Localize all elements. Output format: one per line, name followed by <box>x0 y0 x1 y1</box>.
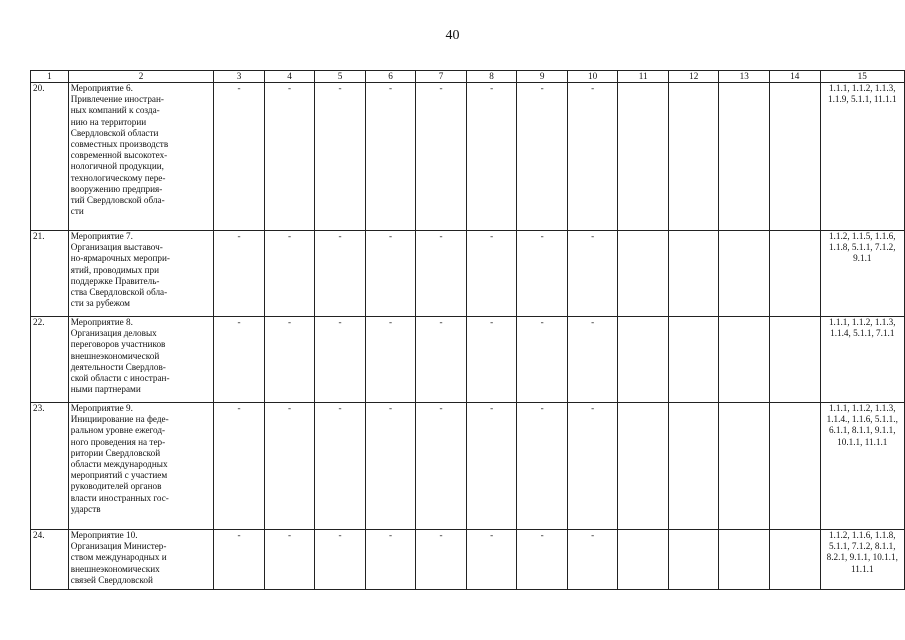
activity-name-line: Организация выставоч- <box>70 242 163 253</box>
column-header: 11 <box>618 71 669 83</box>
activity-name-line: современной высокотех- <box>70 150 168 161</box>
activity-name-line: Привлечение иностран- <box>70 94 164 105</box>
value-cell: - <box>264 317 315 403</box>
activity-name-line: технологическому пере- <box>70 172 166 183</box>
value-cell: - <box>264 83 315 231</box>
activity-name-line: связей Свердловской <box>70 574 153 585</box>
value-cell: - <box>567 83 618 231</box>
value-cell <box>668 403 719 530</box>
value-cell <box>719 83 770 231</box>
activity-name-line: внешнеэкономической <box>70 350 160 361</box>
activity-name-line: Свердловской области <box>70 127 159 138</box>
target-references: 1.1.1, 1.1.2, 1.1.3, 1.1.9, 5.1.1, 11.1.1 <box>820 83 904 231</box>
activity-name-line: ных компаний к созда- <box>70 105 160 116</box>
target-references: 1.1.1, 1.1.2, 1.1.3, 1.1.4, 5.1.1, 7.1.1 <box>820 317 904 403</box>
value-cell: - <box>315 83 366 231</box>
value-cell: - <box>416 317 467 403</box>
value-cell: - <box>517 231 568 317</box>
target-references: 1.1.2, 1.1.5, 1.1.6, 1.1.8, 5.1.1, 7.1.2, 9.1.1 <box>820 231 904 317</box>
value-cell: - <box>567 317 618 403</box>
row-number: 21. <box>31 231 69 317</box>
activity-name <box>68 231 214 317</box>
column-header: 6 <box>365 71 416 83</box>
value-cell: - <box>264 403 315 530</box>
value-cell <box>770 317 821 403</box>
value-cell <box>618 403 669 530</box>
activity-name-line: нию на территории <box>70 116 147 127</box>
value-cell <box>719 317 770 403</box>
value-cell <box>618 317 669 403</box>
value-cell <box>618 231 669 317</box>
value-cell: - <box>416 403 467 530</box>
value-cell: - <box>315 317 366 403</box>
activity-name <box>68 403 214 530</box>
row-number: 24. <box>31 530 69 590</box>
value-cell: - <box>517 403 568 530</box>
value-cell: - <box>466 317 517 403</box>
target-references: 1.1.1, 1.1.2, 1.1.3, 1.1.4., 1.1.6, 5.1.1., 6.1.1, 8.1.1, 9.1.1, 10.1.1, 11.1.1 <box>820 403 904 530</box>
activity-name <box>68 83 214 231</box>
activity-name-line: внешнеэкономических <box>70 563 160 574</box>
table-body <box>31 83 905 590</box>
column-header: 8 <box>466 71 517 83</box>
value-cell: - <box>416 530 467 590</box>
activity-name-line: Мероприятие 8. <box>70 317 133 327</box>
value-cell: - <box>264 530 315 590</box>
row-number: 23. <box>31 403 69 530</box>
activity-name-line: власти иностранных гос- <box>70 492 169 503</box>
row-number: 20. <box>31 83 69 231</box>
activity-name-line: Организация деловых <box>70 328 157 339</box>
value-cell <box>668 530 719 590</box>
column-header: 9 <box>517 71 568 83</box>
activity-name-line: переговоров участников <box>70 339 166 350</box>
value-cell: - <box>466 83 517 231</box>
activity-name-line: ской области с иностран- <box>70 373 170 384</box>
value-cell: - <box>365 403 416 530</box>
activity-name-line: совместных производств <box>70 139 169 150</box>
value-cell: - <box>214 530 265 590</box>
activity-name-line: деятельности Свердлов- <box>70 361 166 372</box>
column-header: 5 <box>315 71 366 83</box>
activity-name-line: сти за рубежом <box>70 298 130 309</box>
value-cell: - <box>466 403 517 530</box>
value-cell: - <box>466 231 517 317</box>
value-cell: - <box>214 317 265 403</box>
activity-name-line: ством международных и <box>70 552 167 563</box>
activity-name-line: ритории Свердловской <box>70 447 161 458</box>
activity-name-line: ятий, проводимых при <box>70 264 160 275</box>
column-header: 14 <box>770 71 821 83</box>
activity-name-line: сти <box>70 206 84 217</box>
value-cell: - <box>315 231 366 317</box>
activity-name-line: поддержке Правитель- <box>70 275 160 286</box>
table-row <box>31 403 905 530</box>
value-cell <box>770 231 821 317</box>
value-cell <box>770 403 821 530</box>
value-cell: - <box>214 83 265 231</box>
column-header: 1 <box>31 71 69 83</box>
activity-name-line: ства Свердловской обла- <box>70 287 168 298</box>
table-row <box>31 317 905 403</box>
activity-name-line: вооружению предприя- <box>70 183 163 194</box>
column-header: 7 <box>416 71 467 83</box>
column-header: 3 <box>214 71 265 83</box>
value-cell <box>770 83 821 231</box>
value-cell: - <box>365 231 416 317</box>
activity-name-line: ральном уровне ежегод- <box>70 425 166 436</box>
row-number: 22. <box>31 317 69 403</box>
activity-name-line: мероприятий с участием <box>70 470 168 481</box>
value-cell <box>668 83 719 231</box>
value-cell: - <box>365 530 416 590</box>
table-row <box>31 530 905 590</box>
activity-name-line: ного проведения на тер- <box>70 436 166 447</box>
activity-name-line: Мероприятие 9. <box>70 403 133 413</box>
column-header: 4 <box>264 71 315 83</box>
table-header-row <box>31 71 905 83</box>
activity-name-line: но-ярмарочных меропри- <box>70 253 170 264</box>
value-cell: - <box>567 231 618 317</box>
activity-name <box>68 530 214 590</box>
activity-name-line: Организация Министер- <box>70 541 167 552</box>
value-cell: - <box>517 530 568 590</box>
value-cell: - <box>365 83 416 231</box>
activity-name-line: руководителей органов <box>70 481 162 492</box>
value-cell: - <box>264 231 315 317</box>
value-cell: - <box>315 403 366 530</box>
page-number: 40 <box>445 28 460 43</box>
value-cell: - <box>416 231 467 317</box>
target-references: 1.1.2, 1.1.6, 1.1.8, 5.1.1, 7.1.2, 8.1.1, 8.2.1, 9.1.1, 10.1.1, 11.1.1 <box>820 530 904 590</box>
activity-name <box>68 317 214 403</box>
value-cell: - <box>315 530 366 590</box>
table-row <box>31 231 905 317</box>
activity-name-line: ными партнерами <box>70 384 141 395</box>
value-cell <box>618 530 669 590</box>
activity-name-line: тий Свердловской обла- <box>70 195 165 206</box>
value-cell: - <box>567 403 618 530</box>
activity-name-line: ударств <box>70 503 101 514</box>
value-cell <box>618 83 669 231</box>
activity-name-line: Инициирование на феде- <box>70 414 169 425</box>
value-cell <box>719 231 770 317</box>
column-header: 10 <box>567 71 618 83</box>
table-row <box>31 83 905 231</box>
activity-name-line: области международных <box>70 459 168 470</box>
value-cell: - <box>517 317 568 403</box>
activities-table <box>30 70 905 590</box>
activity-name-line: Мероприятие 10. <box>70 530 138 540</box>
column-header: 12 <box>668 71 719 83</box>
value-cell: - <box>466 530 517 590</box>
column-header: 2 <box>68 71 214 83</box>
column-header: 13 <box>719 71 770 83</box>
value-cell: - <box>214 231 265 317</box>
value-cell <box>770 530 821 590</box>
value-cell: - <box>517 83 568 231</box>
activity-name-line: Мероприятие 7. <box>70 231 133 241</box>
value-cell <box>719 530 770 590</box>
activity-name-line: нологичной продукции, <box>70 161 164 172</box>
activity-name-line: Мероприятие 6. <box>70 83 133 93</box>
value-cell <box>668 231 719 317</box>
value-cell <box>668 317 719 403</box>
value-cell: - <box>416 83 467 231</box>
value-cell <box>719 403 770 530</box>
value-cell: - <box>567 530 618 590</box>
column-header: 15 <box>820 71 904 83</box>
value-cell: - <box>214 403 265 530</box>
value-cell: - <box>365 317 416 403</box>
